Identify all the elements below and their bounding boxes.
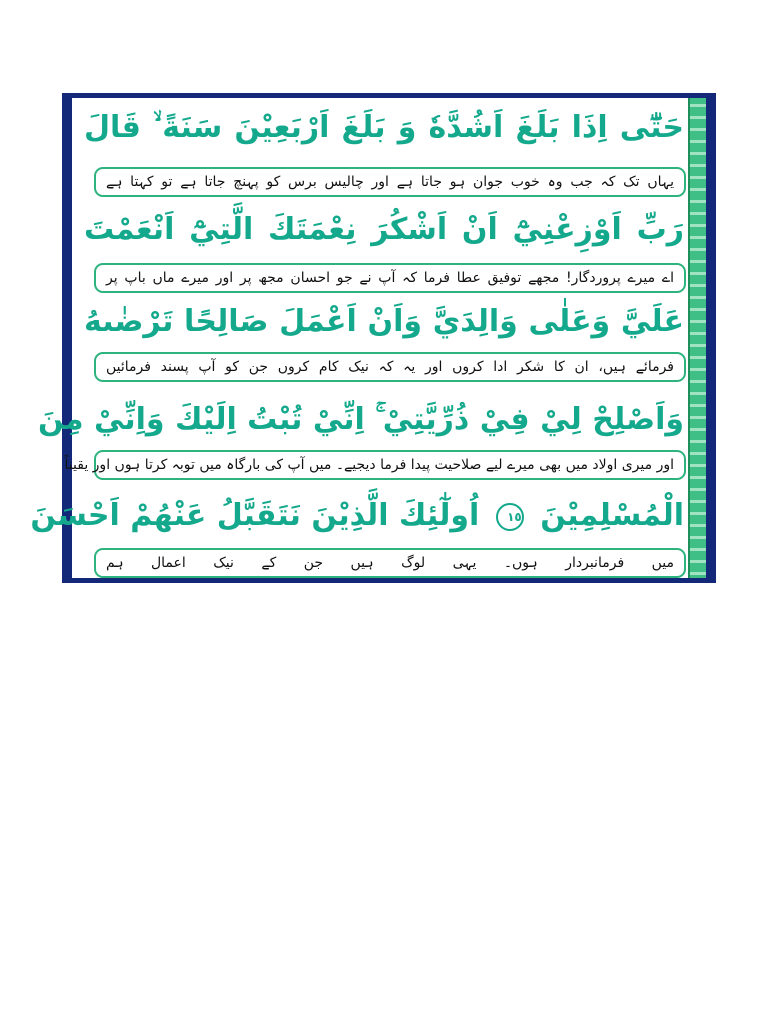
arabic-line-2: رَبِّ اَوْزِعْنِيْٓ اَنْ اَشْكُرَ نِعْمَتَكَ الَّتِيْٓ اَنْعَمْتَ (84, 212, 684, 247)
arabic-line-1: حَتّٰٓى اِذَا بَلَغَ اَشُدَّهٗ وَ بَلَغَ اَرْبَعِيْنَ سَنَةً ۙ قَالَ (84, 110, 684, 145)
urdu-line-2: اے میرے پروردگار! مجھے توفیق عطا فرما کہ آپ نے جو احسان مجھ پر اور میرے ماں باپ پر (94, 263, 686, 293)
urdu-line-4: اور میری اولاد میں بھی میرے لیے صلاحیت پیدا فرما دیجیے۔ میں آپ کی بارگاہ میں توبہ کرتا ہوں اور یقیناً (94, 450, 686, 480)
arabic-line-3: عَلَيَّ وَعَلٰى وَالِدَيَّ وَاَنْ اَعْمَلَ صَالِحًا تَرْضٰىهُ (84, 304, 684, 339)
arabic-line-5-start: الْمُسْلِمِيْنَ (540, 498, 684, 533)
urdu-line-3: فرمائے ہیں، ان کا شکر ادا کروں اور یہ کہ نیک کام کروں جن کو آپ پسند فرمائیں (94, 352, 686, 382)
arabic-line-5 (30, 492, 684, 540)
arabic-line-4: وَاَصْلِحْ لِيْ فِيْ ذُرِّيَّتِيْ ۚ اِنِّيْ تُبْتُ اِلَيْكَ وَاِنِّيْ مِنَ (38, 402, 684, 437)
ayah-number-marker: ١٥ (496, 503, 524, 531)
decorative-side-border (690, 98, 706, 578)
urdu-line-5: میں فرمانبردار ہوں۔ یہی لوگ ہیں جن کے نیک اعمال ہم (94, 548, 686, 578)
urdu-line-1: یہاں تک کہ جب وہ خوب جوان ہو جاتا ہے اور چالیس برس کو پہنچ جاتا ہے تو کہتا ہے (94, 167, 686, 197)
arabic-line-5-cont: اُولٰٓئِكَ الَّذِيْنَ نَتَقَبَّلُ عَنْهُمْ اَحْسَنَ (30, 498, 480, 533)
